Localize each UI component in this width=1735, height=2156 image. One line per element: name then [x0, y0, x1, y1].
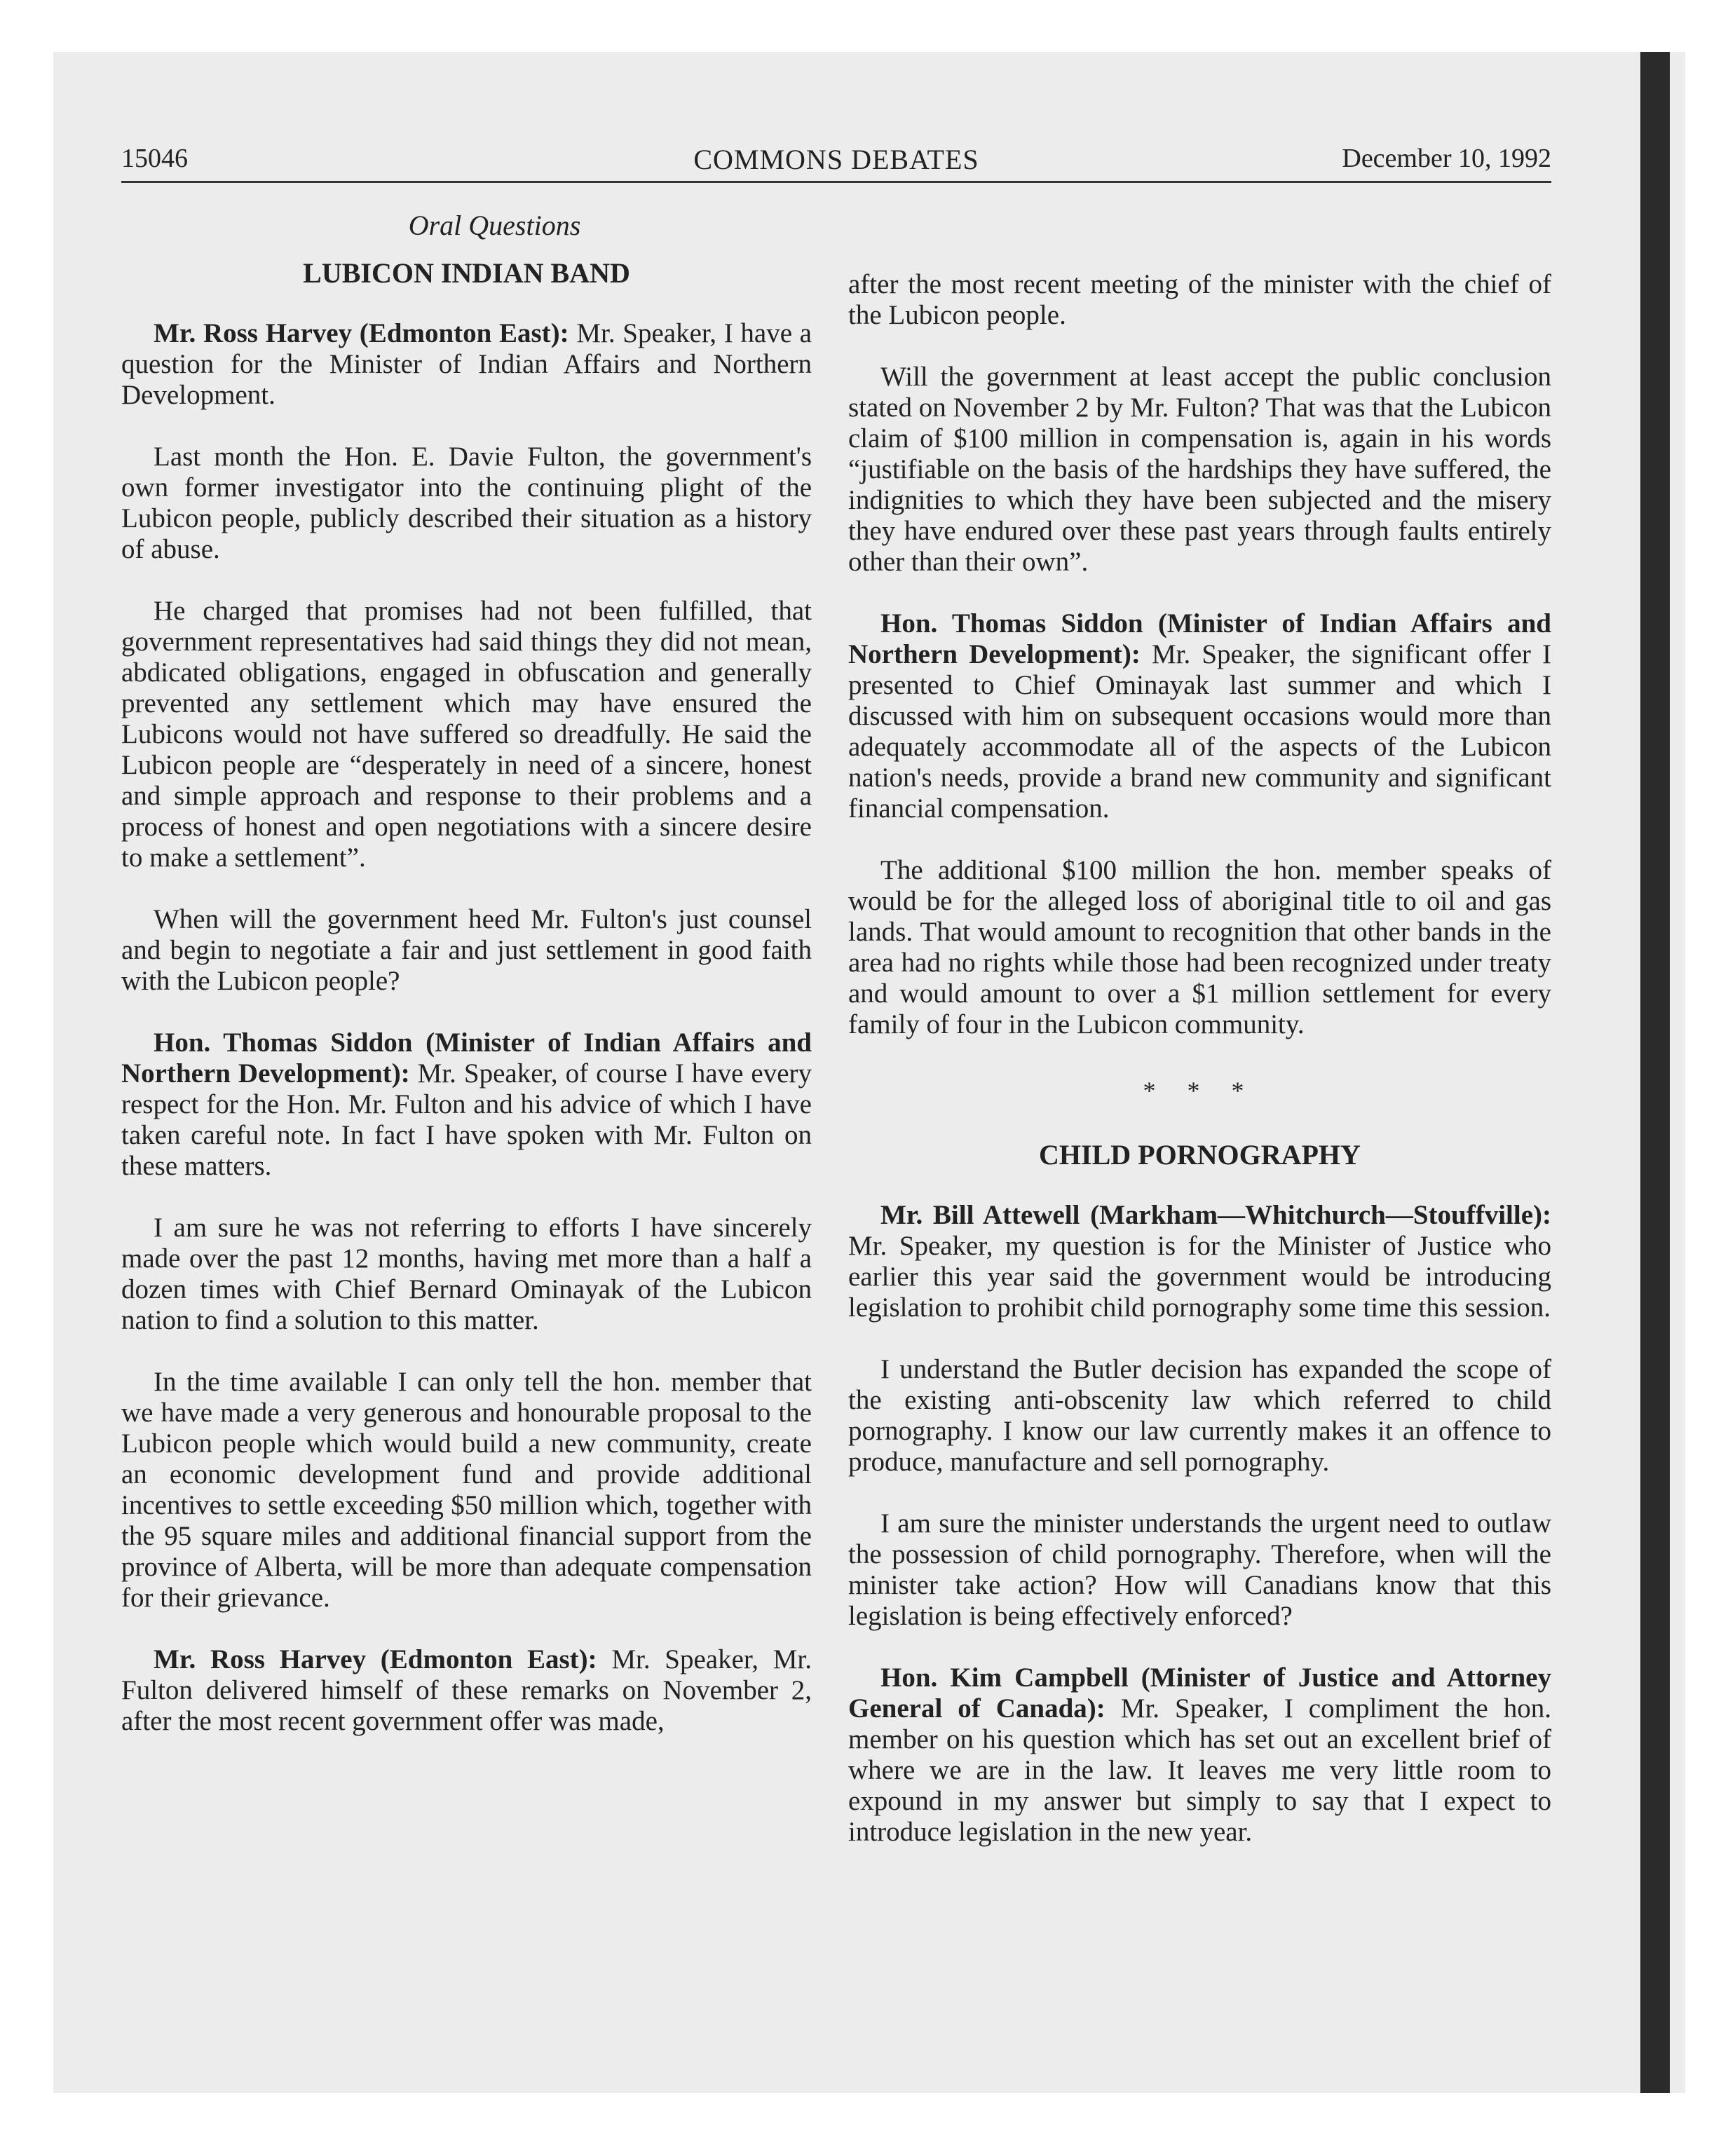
- paragraph: [848, 855, 1551, 1040]
- paragraph-text: Mr. Speaker, the significant offer I presented to Chief Ominayak last summer and which I discussed with him on subsequent occasions would more than adequately accommodate all of the aspects of the Lubicon nation's needs, provide a brand new community and significant financial compensation.: [848, 639, 1551, 824]
- paragraph-text: In the time available I can only tell the hon. member that we have made a very generous and honourable proposal to the Lubicon people which would build a new community, create an economic development fund and provide additional incentives to settle exceeding $50 million which, together with the 95 square miles and additional financial support from the province of Alberta, will be more than adequate compensation for their grievance.: [121, 1367, 812, 1613]
- paragraph: [848, 1663, 1551, 1848]
- paragraph-text: When will the government heed Mr. Fulton's just counsel and begin to negotiate a fair and just settlement in good faith with the Lubicon people?: [121, 904, 812, 996]
- paragraph: [121, 442, 812, 565]
- paragraph-text: I am sure he was not referring to efforts I have sincerely made over the past 12 months, having met more than a half a dozen times with Chief Bernard Ominayak of the Lubicon nation to find a solution to this matter.: [121, 1213, 812, 1335]
- paragraph: [121, 1367, 812, 1613]
- paragraph-text: He charged that promises had not been fulfilled, that government representatives had said things they did not mean, abdicated obligations, engaged in obfuscation and generally prevented any settlement which may have ensured the Lubicons would not have suffered so dreadfully. He said the Lubicon people are “desperately in need of a sincere, honest and simple approach and response to their problems and a process of honest and open negotiations with a sincere desire to make a settlement”.: [121, 596, 812, 873]
- paragraph: [848, 1508, 1551, 1632]
- paragraph-text: Mr. Speaker, Mr. Fulton delivered himself of these remarks on November 2, after the most recent government offer was made,: [121, 1644, 812, 1736]
- header-rule: [121, 181, 1551, 183]
- paragraph: [848, 1200, 1551, 1323]
- paragraph: [121, 1213, 812, 1336]
- paragraph: [848, 362, 1551, 578]
- paragraph-text: Mr. Speaker, my question is for the Minister of Justice who earlier this year said the government would be introducing legislation to prohibit child pornography some time this session.: [848, 1231, 1551, 1323]
- page-header: [121, 143, 1551, 178]
- paragraph-text: Mr. Speaker, I compliment the hon. member on his question which has set out an excellent brief of where we are in the law. It leaves me very little room to expound in my answer but simply to say that I expect to introduce legislation in the new year.: [848, 1693, 1551, 1847]
- publication-title: COMMONS DEBATES: [693, 144, 979, 175]
- speaker-name: Mr. Ross Harvey (Edmonton East):: [154, 318, 569, 348]
- section-separator: * * *: [1143, 1077, 1257, 1105]
- paragraph-text: Will the government at least accept the public conclusion stated on November 2 by Mr. Fulton? That was that the Lubicon claim of $100 million in compensation is, again in his words “justifiable on the basis of the hardships they have suffered, the indignities to which they have been subjected and the misery they have endured over these past years through faults entirely other than their own”.: [848, 362, 1551, 577]
- right-column: [848, 269, 1551, 1878]
- speaker-name: Mr. Bill Attewell (Markham—Whitchurch—Stouffville):: [880, 1200, 1551, 1230]
- paragraph-text: Mr. Speaker, I have a question for the Minister of Indian Affairs and Northern Development.: [121, 318, 812, 410]
- left-column: [121, 210, 812, 1768]
- paragraph: [121, 318, 812, 411]
- paragraph-text: after the most recent meeting of the minister with the chief of the Lubicon people.: [848, 269, 1551, 330]
- paragraph-text: Last month the Hon. E. Davie Fulton, the government's own former investigator into the continuing plight of the Lubicon people, publicly described their situation as a history of abuse.: [121, 442, 812, 564]
- speaker-name: Hon. Thomas Siddon (Minister of Indian Affairs and Northern Development):: [848, 608, 1551, 669]
- paragraph-text: I am sure the minister understands the urgent need to outlaw the possession of child pornography. Therefore, when will the minister take action? How will Canadians know that this legislation is being effectively enforced?: [848, 1508, 1551, 1631]
- paragraph: [121, 1028, 812, 1182]
- section-heading: LUBICON INDIAN BAND: [303, 257, 630, 289]
- paragraph: [121, 1644, 812, 1737]
- section-label: Oral Questions: [408, 210, 581, 241]
- publication-date: December 10, 1992: [1342, 144, 1551, 173]
- page-number: 15046: [121, 144, 188, 173]
- section-heading: CHILD PORNOGRAPHY: [1039, 1139, 1361, 1171]
- paragraph-text: Mr. Speaker, of course I have every respect for the Hon. Mr. Fulton and his advice of which I have taken careful note. In fact I have spoken with Mr. Fulton on these matters.: [121, 1058, 812, 1181]
- speaker-name: Mr. Ross Harvey (Edmonton East):: [154, 1644, 597, 1674]
- paragraph-text: The additional $100 million the hon. member speaks of would be for the alleged loss of aboriginal title to oil and gas lands. That would amount to recognition that other bands in the area had no rights while those had been recognized under treaty and would amount to over a $1 million settlement for every family of four in the Lubicon community.: [848, 855, 1551, 1039]
- paragraph: [121, 596, 812, 873]
- paragraph: [848, 608, 1551, 824]
- paragraph-text: I understand the Butler decision has expanded the scope of the existing anti-obscenity law which referred to child pornography. I know our law currently makes it an offence to produce, manufacture and sell pornography.: [848, 1354, 1551, 1477]
- speaker-name: Hon. Kim Campbell (Minister of Justice and Attorney General of Canada):: [848, 1663, 1551, 1724]
- paragraph: [848, 1354, 1551, 1478]
- paragraph: [848, 269, 1551, 331]
- speaker-name: Hon. Thomas Siddon (Minister of Indian Affairs and Northern Development):: [121, 1028, 812, 1089]
- paragraph: [121, 904, 812, 997]
- scan-edge-shadow: [1640, 52, 1670, 2093]
